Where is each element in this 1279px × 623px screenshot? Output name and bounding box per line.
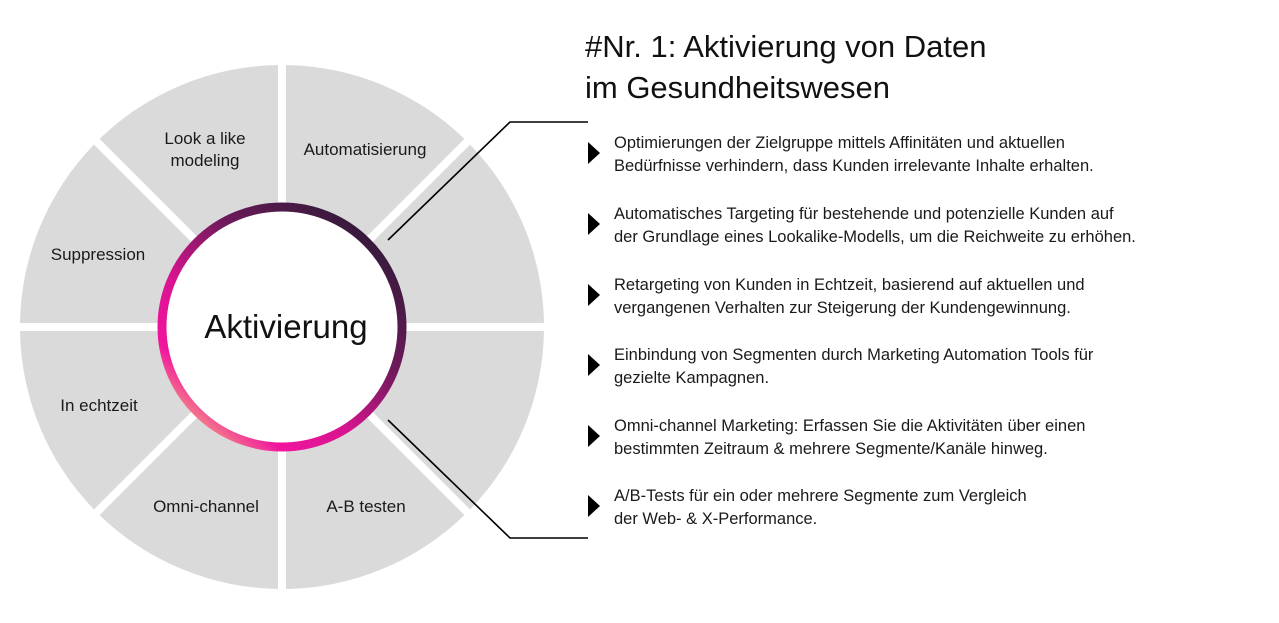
triangle-arrow-icon	[588, 354, 600, 376]
list-item-line: der Web- & X-Performance.	[614, 510, 818, 528]
list-item-line: A/B-Tests für ein oder mehrere Segmente zum Vergleich	[614, 487, 1027, 505]
list-item-line: gezielte Kampagnen.	[614, 369, 770, 387]
segment-label-line: Look a like	[164, 129, 246, 148]
list-item-text	[614, 485, 1254, 531]
list-item-text	[614, 415, 1254, 461]
segment-label-line: Automatisierung	[303, 140, 427, 159]
segment-label-automatisierung	[304, 140, 427, 159]
triangle-arrow-icon	[588, 213, 600, 235]
page-title	[585, 26, 987, 108]
triangle-arrow-icon	[588, 495, 600, 517]
segment-label-in-echtzeit	[60, 396, 138, 415]
list-item-line: der Grundlage eines Lookalike-Modells, um die Reichweite zu erhöhen.	[614, 228, 1136, 246]
segment-label-suppression	[51, 245, 146, 264]
list-item-line: bestimmten Zeitraum & mehrere Segmente/Kanäle hinweg.	[614, 440, 1048, 458]
segment-label-line: Omni-channel	[153, 497, 259, 516]
list-item-line: Retargeting von Kunden in Echtzeit, basierend auf aktuellen und	[614, 276, 1085, 294]
segment-label-a-b-testen	[326, 497, 405, 516]
segment-label-line: In echtzeit	[60, 396, 138, 415]
triangle-arrow-icon	[588, 142, 600, 164]
list-item-line: Omni-channel Marketing: Erfassen Sie die Aktivitäten über einen	[614, 417, 1086, 435]
segment-label-omni-channel	[153, 497, 259, 516]
list-item-line: Bedürfnisse verhindern, dass Kunden irrelevante Inhalte erhalten.	[614, 157, 1094, 175]
list-item-line: Einbindung von Segmenten durch Marketing Automation Tools für	[614, 346, 1094, 364]
activation-wheel	[0, 0, 560, 623]
list-item-line: Automatisches Targeting für bestehende und potenzielle Kunden auf	[614, 205, 1114, 223]
segment-label-line: A-B testen	[326, 497, 406, 516]
title-line-1: #Nr. 1: Aktivierung von Daten	[585, 29, 987, 64]
list-item-line: vergangenen Verhalten zur Steigerung der Kundengewinnung.	[614, 299, 1071, 317]
list-item-text	[614, 344, 1254, 390]
segment-label-line: Suppression	[50, 245, 146, 264]
triangle-arrow-icon	[588, 425, 600, 447]
list-item-text	[614, 132, 1254, 178]
triangle-arrow-icon	[588, 284, 600, 306]
list-item-line: Optimierungen der Zielgruppe mittels Affinitäten und aktuellen	[614, 134, 1065, 152]
center-label: Aktivierung	[204, 308, 368, 345]
title-line-2: im Gesundheitswesen	[585, 70, 890, 105]
segment-label-line: modeling	[170, 151, 240, 170]
list-item-text	[614, 203, 1254, 249]
list-item-text	[614, 274, 1254, 320]
